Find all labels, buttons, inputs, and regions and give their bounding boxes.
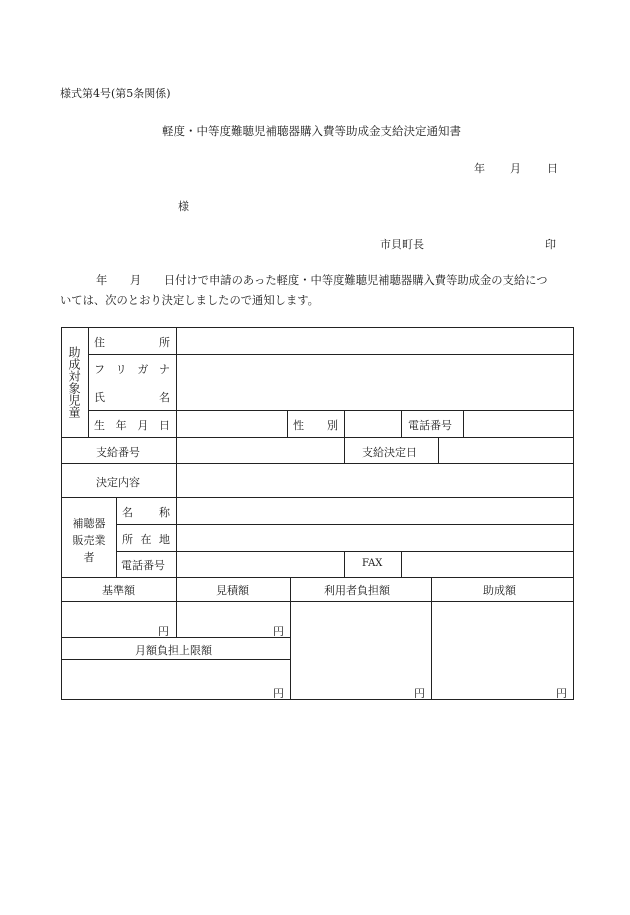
payment-decision-date-label: 支給決定日 [362, 446, 417, 459]
birthdate-label: 生 年 月 日 [94, 419, 170, 432]
phone-label: 電話番号 [408, 419, 452, 432]
seller-phone-label: 電話番号 [121, 559, 165, 572]
seller-name-label: 名 称 [122, 506, 170, 519]
name-label: 氏 名 [94, 391, 170, 404]
user-burden-header: 利用者負担額 [324, 584, 390, 597]
addressee-suffix: 様 [178, 200, 189, 213]
date-day: 日 [547, 162, 558, 175]
decision-content-label: 決定内容 [96, 476, 140, 489]
user-burden-yen: 円 [414, 687, 425, 700]
fax-label: FAX [362, 558, 383, 569]
estimate-amount-yen: 円 [273, 625, 284, 638]
date-month: 月 [510, 162, 521, 175]
issuer-name: 市貝町長 [380, 238, 424, 251]
document-title: 軽度・中等度難聴児補聴器購入費等助成金支給決定通知書 [162, 124, 461, 138]
furigana-label: フ リ ガ ナ [94, 363, 170, 376]
seal-mark: 印 [545, 238, 556, 251]
address-label: 住 所 [94, 336, 170, 349]
standard-amount-header: 基準額 [102, 584, 135, 597]
standard-amount-yen: 円 [158, 625, 169, 638]
gender-label: 性 別 [293, 419, 338, 432]
seller-section-label: 補聴器 販売業 者 [72, 517, 106, 564]
estimate-amount-header: 見積額 [216, 584, 249, 597]
date-year: 年 [474, 162, 485, 175]
child-section-label: 助成対象児童 [67, 346, 81, 418]
form-number: 様式第4号(第5条関係) [60, 87, 171, 100]
monthly-cap-yen: 円 [273, 687, 284, 700]
seller-location-label: 所 在 地 [122, 533, 170, 546]
body-text-line-1: 年 月 日付けで申請のあった軽度・中等度難聴児補聴器購入費等助成金の支給につ [96, 274, 548, 287]
body-text-line-2: いては、次のとおり決定しましたので通知します。 [60, 294, 319, 307]
monthly-cap-label: 月額負担上限額 [135, 644, 212, 657]
payment-number-label: 支給番号 [96, 446, 140, 459]
subsidy-amount-yen: 円 [556, 687, 567, 700]
subsidy-amount-header: 助成額 [483, 584, 516, 597]
